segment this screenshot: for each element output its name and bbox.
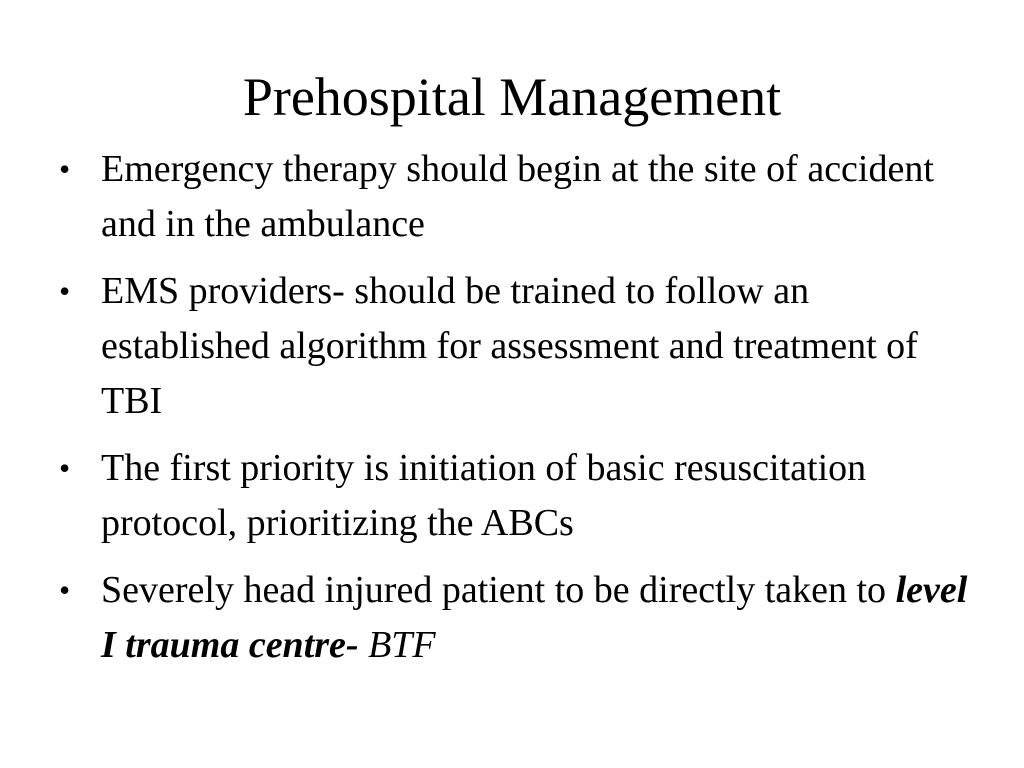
bullet-text-prefix: Severely head injured patient to be directly taken to <box>101 569 896 611</box>
bullet-item <box>55 264 975 429</box>
bullet-text-emphasis: level I trauma centre- <box>101 569 968 666</box>
bullet-list <box>55 142 975 685</box>
bullet-text <box>101 569 967 666</box>
bullet-icon: • <box>59 151 71 187</box>
bullet-icon: • <box>59 572 71 608</box>
bullet-item <box>55 563 975 673</box>
bullet-item <box>55 142 975 252</box>
bullet-text: EMS providers- should be trained to follow an established algorithm for assessment and treatment of TBI <box>101 270 918 422</box>
slide-title: Prehospital Management <box>242 67 782 127</box>
bullet-text: Emergency therapy should begin at the site of accident and in the ambulance <box>101 148 934 245</box>
bullet-text-suffix: BTF <box>368 624 436 666</box>
bullet-icon: • <box>59 450 71 486</box>
bullet-icon: • <box>59 273 71 309</box>
bullet-text: The first priority is initiation of basic resuscitation protocol, prioritizing the ABCs <box>101 447 867 544</box>
bullet-item <box>55 441 975 551</box>
